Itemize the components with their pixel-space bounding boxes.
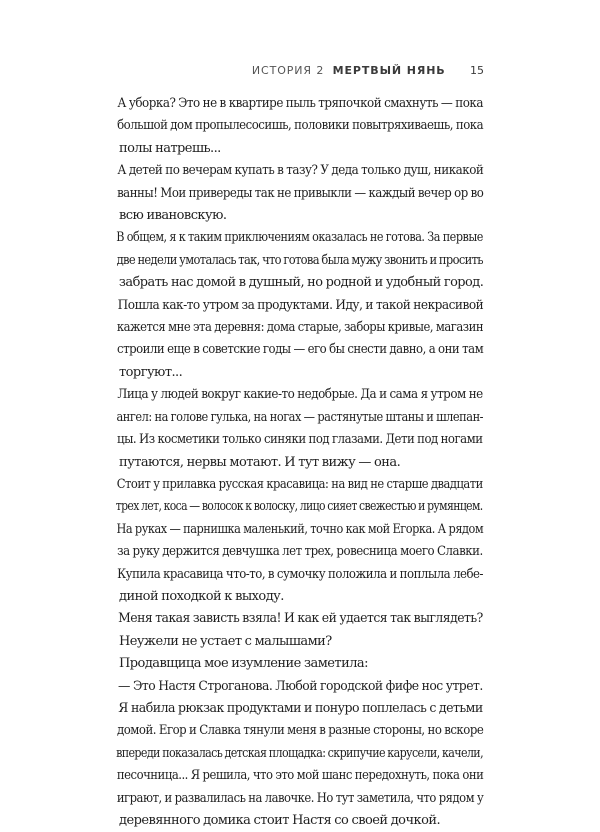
text-line: путаются, нервы мотают. И тут вижу — она. (119, 454, 401, 470)
text-line: Лица у людей вокруг какие-то недобрые. Да и сама я утром не (117, 387, 483, 403)
text-line: кажется мне эта деревня: дома старые, заборы кривые, магазин (116, 320, 484, 336)
text-line: забрать нас домой в душный, но родной и удобный город. (118, 275, 484, 291)
text-line: впереди показалась детская площадка: скрипучие карусели, качели, (116, 745, 483, 761)
paragraph (99, 160, 483, 227)
text-line: диной походкой к выходу. (119, 588, 284, 604)
text-line: песочница... Я решила, что это мой шанс передохнуть, пока они (116, 768, 484, 784)
paragraph (99, 295, 483, 385)
text-line: всю ивановскую. (119, 208, 227, 224)
paragraph (99, 384, 483, 474)
text-line: большой дом пропылесосишь, половики повытряхиваешь, пока (117, 118, 484, 134)
text-line: Меня такая зависть взяла! И как ей удается так выглядеть? (118, 611, 483, 627)
text-line: цы. Из косметики только синяки под глазами. Дети под ногами (117, 432, 483, 448)
text-line: Пошла как-то утром за продуктами. Иду, и такой некрасивой (117, 297, 484, 313)
text-line: А уборка? Это не в квартире пыль тряпочкой смахнуть — пока (117, 96, 483, 111)
text-line: играют, и развалилась на лавочке. Но тут заметила, что рядом у (116, 790, 484, 806)
paragraph (99, 474, 483, 564)
text-line: две недели умоталась так, что готова была мужу звонить и просить (116, 252, 483, 268)
text-line: На руках — парнишка маленький, точно как мой Егорка. А рядом (116, 521, 484, 537)
text-line: полы натрешь... (119, 140, 221, 156)
paragraph (99, 93, 483, 160)
text-line: Неужели не устает с малышами? (119, 633, 332, 649)
paragraph (99, 653, 483, 675)
text-line: ванны! Мои привереды так не привыкли — каждый вечер ор во (117, 185, 484, 201)
paragraph (99, 227, 483, 294)
text-line: домой. Егор и Славка тянули меня в разные стороны, но вскоре (117, 723, 484, 739)
text-line: торгуют... (119, 364, 183, 380)
story-title: МЕРТВЫЙ НЯНЬ (332, 64, 446, 77)
text-line: А детей по вечерам купать в тазу? У деда только душ, никакой (117, 163, 484, 179)
running-header (252, 64, 484, 77)
paragraph (99, 698, 483, 832)
text-line: деревянного домика стоит Настя со своей дочкой. (119, 813, 441, 828)
text-line: Купила красавица что-то, в сумочку положила и поплыла лебе- (117, 566, 483, 582)
body-text (99, 93, 483, 832)
text-line: Продавщица мое изумление заметила: (119, 656, 368, 672)
text-line: за руку держится девчушка лет трех, ровесница моего Славки. (117, 544, 483, 560)
text-line: В общем, я к таким приключениям оказалась не готова. За первые (116, 230, 483, 246)
paragraph (99, 608, 483, 653)
paragraph (99, 676, 483, 698)
text-line: трех лет, коса — волосок к волоску, лицо сияет свежестью и румянцем. (115, 499, 483, 515)
text-line: ангел: на голове гулька, на ногах — растянутые штаны и шлепан- (116, 409, 484, 425)
text-line: Я набила рюкзак продуктами и понуро поплелась с детьми (118, 700, 483, 716)
story-series-label: ИСТОРИЯ 2 (251, 64, 325, 77)
text-line: Стоит у прилавка русская красавица: на вид не старше двадцати (116, 476, 483, 492)
page-number: 15 (470, 64, 484, 77)
paragraph (99, 564, 483, 609)
text-line: — Это Настя Строганова. Любой городской фифе нос утрет. (118, 678, 483, 694)
text-line: строили еще в советские годы — его бы снести давно, а они там (117, 342, 484, 358)
